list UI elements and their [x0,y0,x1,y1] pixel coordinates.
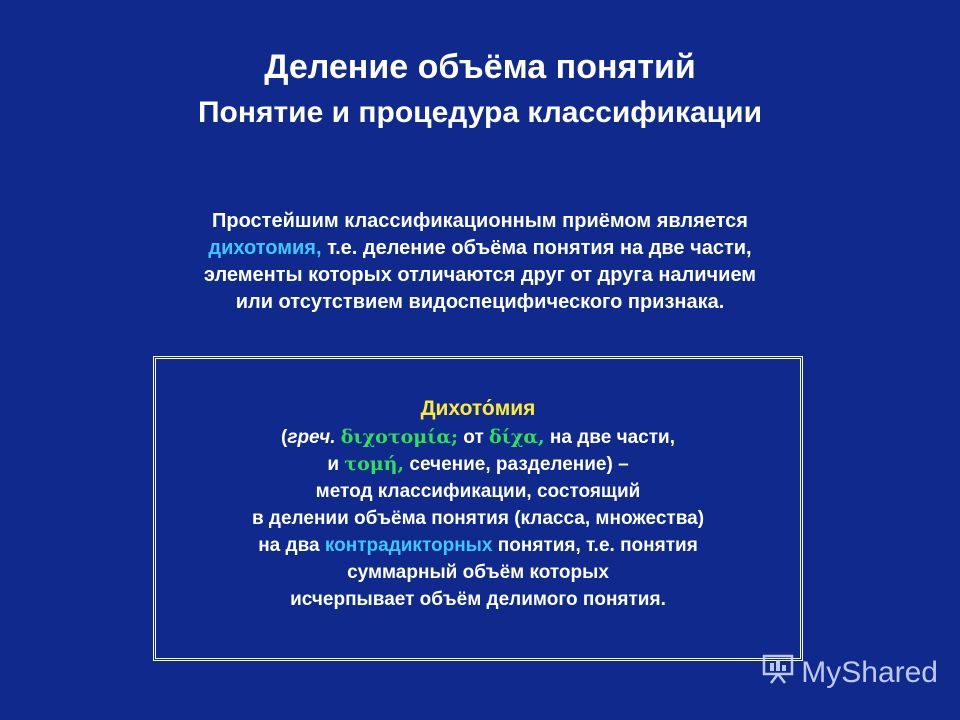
greek-word-tome: τομή, [344,453,405,475]
contradictory-term: контрадикторных [324,535,493,556]
intro-line-1: Простейшим классификационным приёмом является [212,210,748,232]
watermark-text: MyShared [801,656,938,689]
definition-line-5 [156,532,800,559]
greek-word-dicha: δίχα, [489,426,545,448]
intro-line-3: элементы которых отличаются друг от друга наличием [203,264,757,286]
intro-line-4: или отсутствием видоспецифического признака. [235,291,725,313]
greek-word-dichotomia: διχοτομία; [340,426,459,448]
slide-subtitle: Понятие и процедура классификации [197,96,763,129]
definition-line-6: суммарный объём которых [347,562,609,583]
definition-line-3: метод классификации, состоящий [315,481,641,502]
watermark-logo [761,654,938,692]
definition-line-2 [156,451,800,478]
definition-box [153,356,803,661]
paren-open: ( [280,427,288,448]
presentation-board-icon [761,654,795,692]
line-2-end: сечение, разделение) – [404,454,629,475]
definition-line-4: в делении объёма понятия (класса, множества) [251,508,705,529]
intro-line-2-rest: т.е. деление объёма понятия на две части, [321,237,752,259]
slide-title: Деление объёма понятий [264,48,696,86]
intro-line-2 [130,235,830,262]
definition-term: Дихото́мия [420,397,536,420]
greek-label: греч. [287,427,336,448]
definition-line-1 [156,424,800,451]
intro-paragraph [130,208,830,316]
line-2-prefix: и [327,454,345,475]
definition-line-7: исчерпывает объём делимого понятия. [290,589,666,610]
line-5-prefix: на два [258,535,325,556]
line-5-end: понятия, т.е. понятия [492,535,698,556]
from-word: от [458,427,490,448]
intro-term: дихотомия, [208,237,322,259]
definition-text [156,395,800,613]
line-1-end: на две части, [544,427,676,448]
